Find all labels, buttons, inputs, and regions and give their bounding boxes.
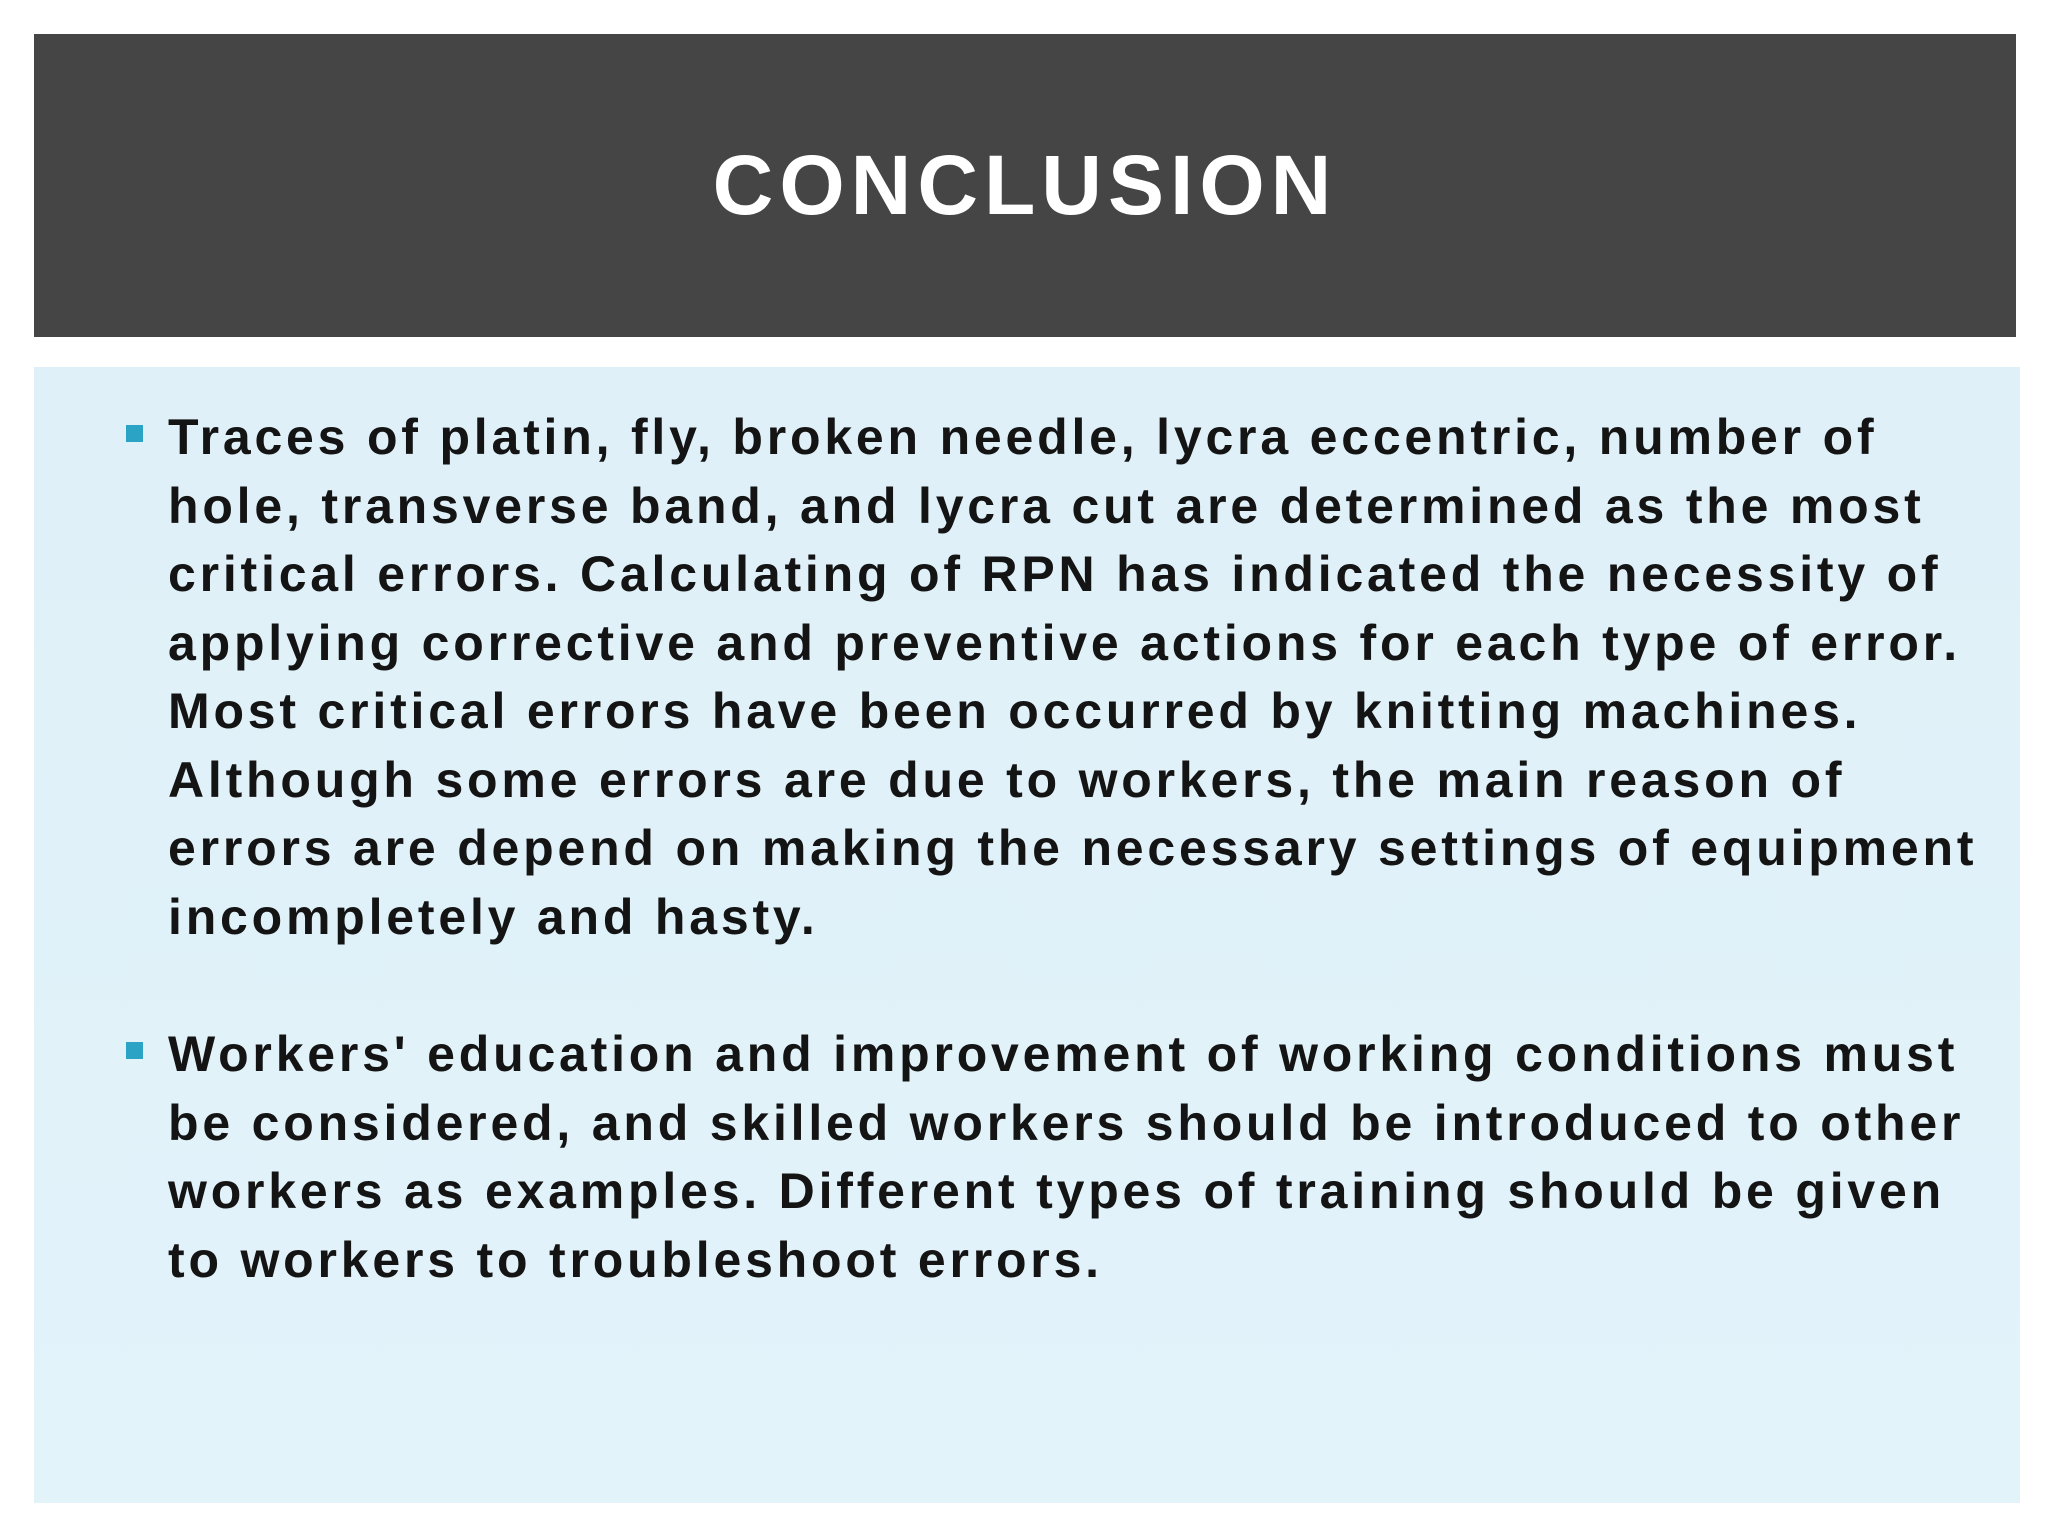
title-bar <box>34 34 2016 337</box>
bullet-item-1 <box>34 403 2020 951</box>
bullet-text: Workers' education and improvement of working conditions must be considered, and skilled workers should be introduced to other workers as examples. Different types of training should be given to workers to troubleshoot errors. <box>168 1026 1965 1288</box>
content-panel <box>34 367 2020 1503</box>
square-bullet-icon <box>126 1042 143 1059</box>
bullet-text: Traces of platin, fly, broken needle, lycra eccentric, number of hole, transverse band, and lycra cut are determined as the most critical errors. Calculating of RPN has indicated the necessity of applying corrective and preventive actions for each type of error. Most critical errors have been occurred by knitting machines. Although some errors are due to workers, the main reason of errors are depend on making the necessary settings of equipment incompletely and hasty. <box>168 409 1978 945</box>
slide-title: CONCLUSION <box>712 138 1338 232</box>
bullet-item-2 <box>34 1020 2020 1294</box>
bullet-list <box>34 403 2020 1294</box>
square-bullet-icon <box>126 425 143 442</box>
